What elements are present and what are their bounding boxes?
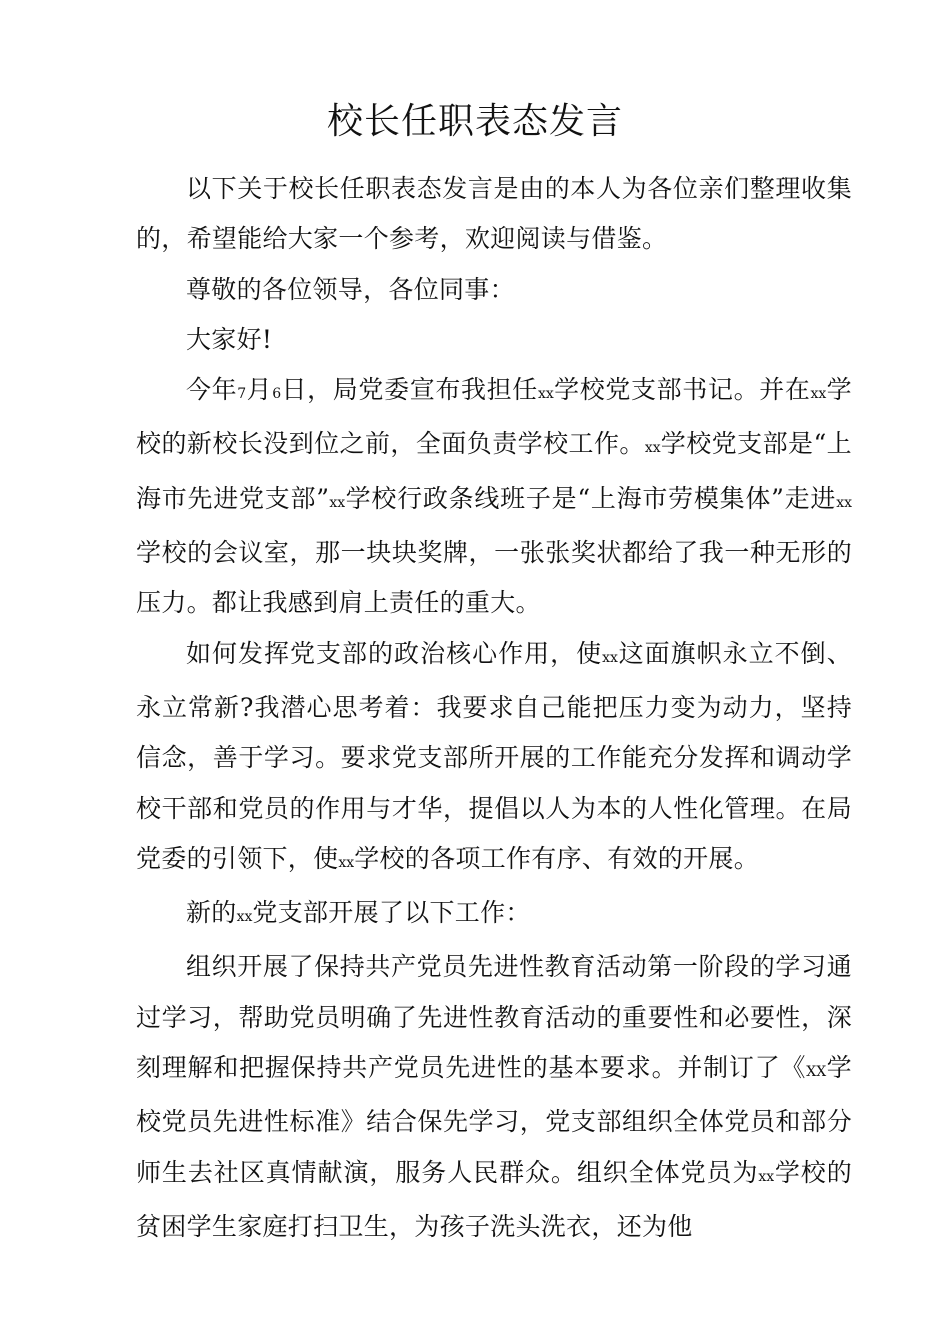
document-body	[136, 164, 852, 1252]
paragraph-intro: 以下关于校长任职表态发言是由的本人为各位亲们整理收集的，希望能给大家一个参考，欢迎阅读与借鉴。	[136, 174, 852, 254]
paragraph-greeting: 大家好!	[186, 324, 273, 354]
paragraph-activities: 组织开展了保持共产党员先进性教育活动第一阶段的学习通过学习，帮助党员明确了先进性教育活动的重要性和必要性，深刻理解和把握保持共产党员先进性的基本要求。并制订了《XX学校党员先进性标准》结合保先学习，党支部组织全体党员和部分师生去社区真情献演，服务人民群众。组织全体党员为xx学校的贫困学生家庭打扫卫生，为孩子洗头洗衣，还为他	[136, 952, 853, 1241]
paragraph-reflection: 如何发挥党支部的政治核心作用，使xx这面旗帜永立不倒、永立常新?我潜心思考着：我要求自己能把压力变为动力，坚持信念，善于学习。要求党支部所开展的工作能充分发挥和调动学校干部和党员的作用与才华，提倡以人为本的人性化管理。在局党委的引领下，使xx学校的各项工作有序、有效的开展。	[136, 638, 852, 873]
paragraph-appointment: 今年7月6日，局党委宣布我担任xx学校党支部书记。并在xx学校的新校长没到位之前，全面负责学校工作。xx学校党支部是“上海市先进党支部”xx学校行政条线班子是“上海市劳模集体”走进xx学校的会议室，那一块块奖牌，一张张奖状都给了我一种无形的压力。都让我感到肩上责任的重大。	[136, 375, 852, 618]
paragraph-salutation: 尊敬的各位领导，各位同事：	[186, 274, 515, 304]
paragraph-work-intro: 新的xx党支部开展了以下工作：	[186, 898, 531, 928]
document-title: 校长任职表态发言	[326, 101, 623, 142]
